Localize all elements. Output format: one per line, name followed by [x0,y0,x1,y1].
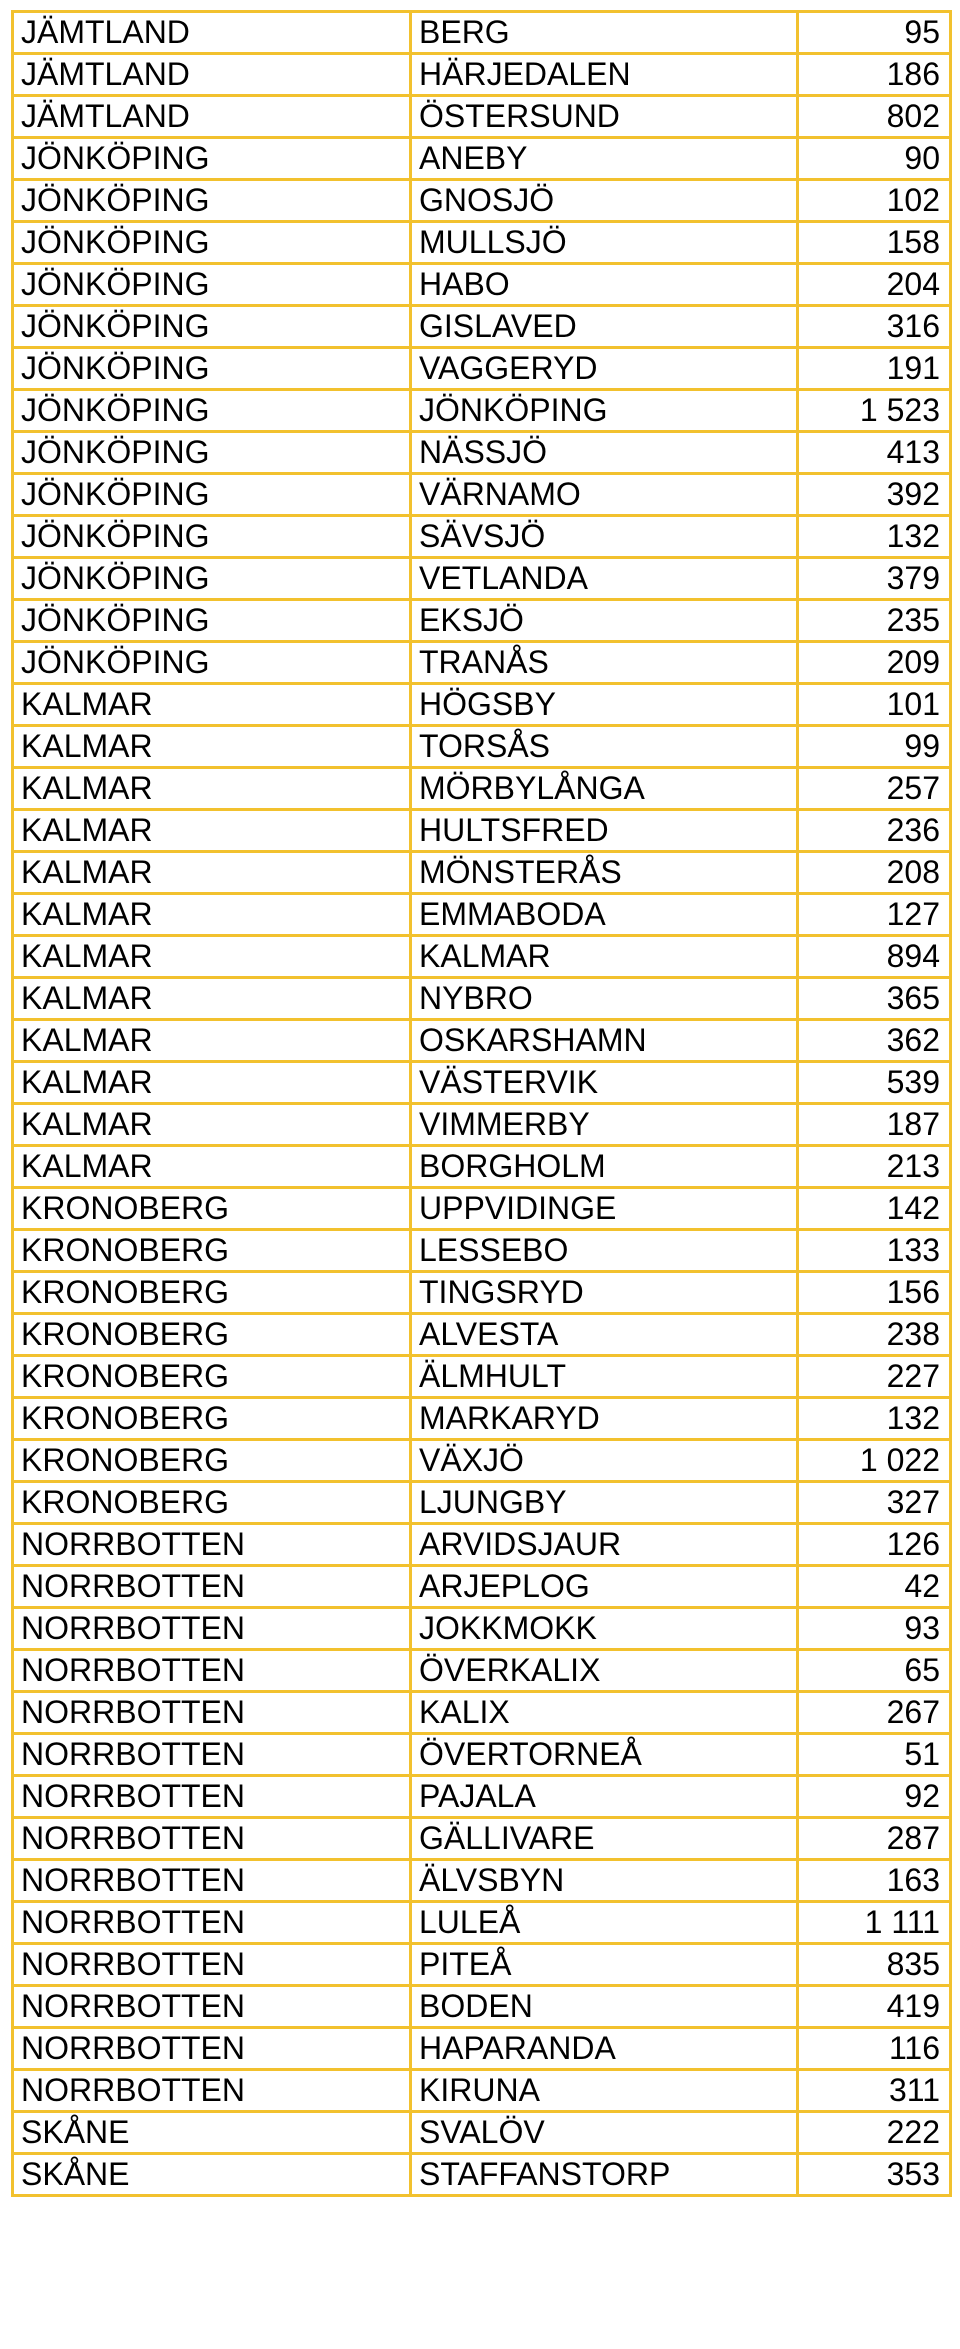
municipality-cell: ÄLMHULT [411,1356,798,1398]
value-cell: 379 [798,558,951,600]
municipality-cell: LJUNGBY [411,1482,798,1524]
county-cell: KRONOBERG [13,1230,411,1272]
value-cell: 101 [798,684,951,726]
table-body [13,12,951,2196]
table-row [13,2070,951,2112]
municipality-cell: BERG [411,12,798,54]
table-row [13,2112,951,2154]
county-cell: JÖNKÖPING [13,474,411,516]
municipality-cell: VETLANDA [411,558,798,600]
table-row [13,264,951,306]
table-row [13,1356,951,1398]
county-cell: JÖNKÖPING [13,306,411,348]
table-row [13,1398,951,1440]
table-row [13,768,951,810]
county-cell: JÄMTLAND [13,96,411,138]
municipality-cell: OSKARSHAMN [411,1020,798,1062]
table-row [13,936,951,978]
table-row [13,1776,951,1818]
value-cell: 236 [798,810,951,852]
county-cell: JÄMTLAND [13,54,411,96]
municipality-cell: NÄSSJÖ [411,432,798,474]
table-row [13,1608,951,1650]
value-cell: 287 [798,1818,951,1860]
municipality-cell: VÄXJÖ [411,1440,798,1482]
value-cell: 209 [798,642,951,684]
table-row [13,1146,951,1188]
county-cell: KRONOBERG [13,1398,411,1440]
county-cell: KRONOBERG [13,1272,411,1314]
value-cell: 156 [798,1272,951,1314]
value-cell: 353 [798,2154,951,2196]
value-cell: 95 [798,12,951,54]
value-cell: 238 [798,1314,951,1356]
value-cell: 102 [798,180,951,222]
value-cell: 42 [798,1566,951,1608]
table-row [13,1104,951,1146]
county-cell: NORRBOTTEN [13,1650,411,1692]
county-cell: KALMAR [13,768,411,810]
county-cell: KRONOBERG [13,1356,411,1398]
municipality-cell: GÄLLIVARE [411,1818,798,1860]
municipality-cell: LESSEBO [411,1230,798,1272]
municipality-cell: ANEBY [411,138,798,180]
municipality-cell: ÖVERTORNEÅ [411,1734,798,1776]
table-row [13,810,951,852]
value-cell: 116 [798,2028,951,2070]
county-cell: KALMAR [13,684,411,726]
county-cell: JÖNKÖPING [13,138,411,180]
table-row [13,978,951,1020]
value-cell: 90 [798,138,951,180]
municipality-cell: ARJEPLOG [411,1566,798,1608]
county-cell: KALMAR [13,978,411,1020]
table-row [13,1188,951,1230]
county-cell: NORRBOTTEN [13,1776,411,1818]
table-row [13,1020,951,1062]
table-row [13,642,951,684]
value-cell: 92 [798,1776,951,1818]
table-row [13,1440,951,1482]
county-cell: KALMAR [13,1062,411,1104]
value-cell: 419 [798,1986,951,2028]
value-cell: 99 [798,726,951,768]
municipality-cell: VIMMERBY [411,1104,798,1146]
value-cell: 227 [798,1356,951,1398]
table-row [13,1272,951,1314]
table-row [13,222,951,264]
table-row [13,96,951,138]
value-cell: 158 [798,222,951,264]
county-cell: KRONOBERG [13,1482,411,1524]
municipality-cell: EKSJÖ [411,600,798,642]
value-cell: 1 022 [798,1440,951,1482]
municipality-cell: ALVESTA [411,1314,798,1356]
county-cell: KALMAR [13,1104,411,1146]
table-row [13,2028,951,2070]
county-cell: JÖNKÖPING [13,558,411,600]
municipality-cell: HAPARANDA [411,2028,798,2070]
municipality-cell: SVALÖV [411,2112,798,2154]
value-cell: 191 [798,348,951,390]
data-table [11,10,952,2197]
county-cell: NORRBOTTEN [13,2028,411,2070]
municipality-cell: KALIX [411,1692,798,1734]
county-cell: NORRBOTTEN [13,1944,411,1986]
county-cell: NORRBOTTEN [13,1524,411,1566]
county-cell: KALMAR [13,894,411,936]
municipality-cell: BODEN [411,1986,798,2028]
table-row [13,1524,951,1566]
county-cell: KRONOBERG [13,1440,411,1482]
municipality-cell: ÖSTERSUND [411,96,798,138]
value-cell: 365 [798,978,951,1020]
value-cell: 213 [798,1146,951,1188]
table-row [13,180,951,222]
value-cell: 413 [798,432,951,474]
county-cell: KALMAR [13,726,411,768]
county-cell: JÖNKÖPING [13,348,411,390]
table-row [13,1902,951,1944]
county-cell: JÖNKÖPING [13,516,411,558]
value-cell: 204 [798,264,951,306]
county-cell: JÖNKÖPING [13,222,411,264]
table-row [13,1818,951,1860]
table-row [13,432,951,474]
county-cell: NORRBOTTEN [13,1818,411,1860]
value-cell: 1 523 [798,390,951,432]
municipality-cell: BORGHOLM [411,1146,798,1188]
value-cell: 127 [798,894,951,936]
value-cell: 267 [798,1692,951,1734]
value-cell: 539 [798,1062,951,1104]
value-cell: 186 [798,54,951,96]
county-cell: JÖNKÖPING [13,264,411,306]
table-row [13,600,951,642]
value-cell: 235 [798,600,951,642]
county-cell: JÖNKÖPING [13,180,411,222]
table-row [13,1482,951,1524]
county-cell: KALMAR [13,936,411,978]
table-row [13,1860,951,1902]
municipality-cell: MÖRBYLÅNGA [411,768,798,810]
county-cell: KALMAR [13,1020,411,1062]
table-row [13,558,951,600]
table-row [13,1944,951,1986]
municipality-cell: VÄSTERVIK [411,1062,798,1104]
county-cell: NORRBOTTEN [13,1566,411,1608]
value-cell: 65 [798,1650,951,1692]
value-cell: 222 [798,2112,951,2154]
county-cell: SKÅNE [13,2154,411,2196]
value-cell: 802 [798,96,951,138]
county-cell: NORRBOTTEN [13,1692,411,1734]
municipality-cell: HÄRJEDALEN [411,54,798,96]
municipality-cell: ÖVERKALIX [411,1650,798,1692]
table-row [13,1650,951,1692]
municipality-cell: PAJALA [411,1776,798,1818]
municipality-cell: HULTSFRED [411,810,798,852]
county-cell: NORRBOTTEN [13,1986,411,2028]
table-row [13,2154,951,2196]
municipality-cell: JOKKMOKK [411,1608,798,1650]
value-cell: 126 [798,1524,951,1566]
municipality-cell: MARKARYD [411,1398,798,1440]
municipality-cell: EMMABODA [411,894,798,936]
municipality-cell: SÄVSJÖ [411,516,798,558]
municipality-cell: TORSÅS [411,726,798,768]
table-row [13,1062,951,1104]
municipality-cell: HABO [411,264,798,306]
table-row [13,1566,951,1608]
table-row [13,348,951,390]
table-row [13,1734,951,1776]
municipality-cell: PITEÅ [411,1944,798,1986]
county-cell: KRONOBERG [13,1188,411,1230]
municipality-cell: JÖNKÖPING [411,390,798,432]
value-cell: 1 111 [798,1902,951,1944]
value-cell: 316 [798,306,951,348]
table-row [13,306,951,348]
table-row [13,1986,951,2028]
table-row [13,726,951,768]
value-cell: 311 [798,2070,951,2112]
county-cell: JÖNKÖPING [13,600,411,642]
value-cell: 163 [798,1860,951,1902]
value-cell: 208 [798,852,951,894]
county-cell: KRONOBERG [13,1314,411,1356]
municipality-cell: ÄLVSBYN [411,1860,798,1902]
value-cell: 835 [798,1944,951,1986]
municipality-cell: GNOSJÖ [411,180,798,222]
municipality-cell: LULEÅ [411,1902,798,1944]
value-cell: 327 [798,1482,951,1524]
municipality-cell: ARVIDSJAUR [411,1524,798,1566]
value-cell: 257 [798,768,951,810]
table-row [13,54,951,96]
county-cell: NORRBOTTEN [13,1860,411,1902]
value-cell: 894 [798,936,951,978]
value-cell: 142 [798,1188,951,1230]
value-cell: 51 [798,1734,951,1776]
county-cell: KALMAR [13,1146,411,1188]
county-cell: KALMAR [13,852,411,894]
county-cell: NORRBOTTEN [13,1608,411,1650]
municipality-cell: MULLSJÖ [411,222,798,264]
table-row [13,684,951,726]
value-cell: 133 [798,1230,951,1272]
table-row [13,390,951,432]
table-row [13,1230,951,1272]
value-cell: 132 [798,516,951,558]
table-row [13,1314,951,1356]
municipality-cell: NYBRO [411,978,798,1020]
table-row [13,852,951,894]
value-cell: 362 [798,1020,951,1062]
municipality-cell: VÄRNAMO [411,474,798,516]
table-row [13,894,951,936]
municipality-cell: GISLAVED [411,306,798,348]
table-row [13,516,951,558]
municipality-cell: HÖGSBY [411,684,798,726]
county-cell: JÖNKÖPING [13,432,411,474]
municipality-cell: MÖNSTERÅS [411,852,798,894]
municipality-cell: UPPVIDINGE [411,1188,798,1230]
value-cell: 187 [798,1104,951,1146]
table-row [13,1692,951,1734]
municipality-cell: STAFFANSTORP [411,2154,798,2196]
county-cell: SKÅNE [13,2112,411,2154]
county-cell: NORRBOTTEN [13,1902,411,1944]
value-cell: 392 [798,474,951,516]
county-cell: JÖNKÖPING [13,390,411,432]
municipality-cell: KIRUNA [411,2070,798,2112]
county-cell: NORRBOTTEN [13,1734,411,1776]
table-row [13,138,951,180]
municipality-cell: TRANÅS [411,642,798,684]
municipality-cell: VAGGERYD [411,348,798,390]
county-cell: NORRBOTTEN [13,2070,411,2112]
value-cell: 132 [798,1398,951,1440]
value-cell: 93 [798,1608,951,1650]
county-cell: JÄMTLAND [13,12,411,54]
municipality-cell: TINGSRYD [411,1272,798,1314]
table-row [13,12,951,54]
municipality-cell: KALMAR [411,936,798,978]
county-cell: JÖNKÖPING [13,642,411,684]
county-cell: KALMAR [13,810,411,852]
table-row [13,474,951,516]
